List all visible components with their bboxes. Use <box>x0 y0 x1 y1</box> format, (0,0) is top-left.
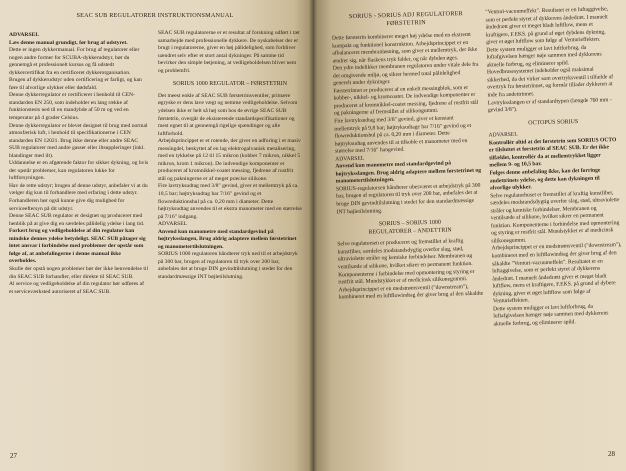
paragraph: ADVARSEL <box>488 131 518 139</box>
paragraph: SORIUS 1000 regulatoren håndterer tryk ned til et arbejdstryk på 300 bar, brugen af regulatoren til tryk over 200 bar, anbefales det at bruge DIN gevindtilslutning i stedet for den standardmæssige INT bøjletilslutning. <box>158 251 298 280</box>
paragraph: Brugen af dykkerudstyr uden certificering er farligt, og kan føre til alvorlige ulykker eller dødsfald. <box>9 77 142 91</box>
section-body <box>158 93 302 282</box>
paragraph: Lavtryksslangen er af standardtypen (længde 760 mm - gevind 3/8"). <box>487 96 612 114</box>
paragraph: Uddannelse er en afgørende faktor for sikker dykning, og hvis der opstår problemer, kan regulatoren lukke for luftforsyningen. <box>9 160 149 182</box>
paragraph: ADVARSEL <box>158 221 188 228</box>
intro-text <box>158 30 302 75</box>
paragraph: "Venturi-vacuumeffekt". Resultatet er en luftaggivelse, som er perfekt styret af dykkerens åndedræt. I manuelt åndedrætt giver et meget bladt luftflow, mens et kraftigere, F.EKS. på grund af øget dybdens dykning, giver et øget luftflow som følge af Venturieffekten. <box>485 6 609 46</box>
book-gutter <box>309 0 317 471</box>
header-line-1: SORIUS - SORIUS ADJ REGULATORER <box>348 10 464 21</box>
paragraph: Anvend kun manometre med standardgevind på højtryksslangen. Brug aldrig adaptere mellem førstetrinet og manometertilslutningen. <box>335 160 482 185</box>
section-heading: SORIUS 1000 REGULATOR – FØRSTETRIN <box>172 81 288 88</box>
heading-line-2: REGULATORER – ANDETTRIN <box>368 227 452 236</box>
paragraph: Al service og vedligeholdelse af din regulator bør udføres af et serviceværksted autoriseret af SEAC SUB. <box>9 281 144 295</box>
paragraph: Følges denne anbefaling ikke, kan det forringe andettrinets ydelse, og dette kan dykningen til alvorlige ulykker. <box>489 167 601 192</box>
paragraph: Dette er ingen dykkermanual. For brug af regulatorer eller nogen andre former for SCUBA-dykkerudstyr, bør du gennemgå et professionelt kursus og få udstedt dykkercertifikat fra en certificeret dykkerorganisation. <box>9 47 140 76</box>
header-line-2: FØRSTETRIN <box>386 18 426 27</box>
section-body <box>337 238 485 302</box>
section-heading: OCTOPUS SORIUS <box>528 118 579 127</box>
paragraph: Kontrollér altid at det førstetrin som SORIUS OCTO er tilsluttet et førstetrin af SEAC SUB. Er det ikke tilfældet, kontrollér da at mellemtrykket ligger mellem 9- og 10,5 bar. <box>488 136 617 169</box>
paragraph: Den ydre indelikker membranen regulatoren under vitale dele fra det omgivende miljø, og sikrer hermed total pålidelighed generelt under dykninger. <box>332 61 479 87</box>
left-column-2 <box>158 30 302 282</box>
paragraph: Arbejdsprincippet er et rotende, der giver en adforing i et masiv messingdel, beskyttet af en lag elektrogalvanisk metalisering, med en tykkelse på 12 til 15 mikron (kobber 7 mikron, nikkel 5 mikron, krom 1 mikron). De indvendige komponenter er produceret af kromnikkel-coatet messing, fjedrene af rustfrit stål og pakningerne er af meget præcise silikone. <box>158 138 301 182</box>
paragraph: Skulle der opstå nogen problemer bør der ikke henvendelse til din SEAC SUB forhandler, eller direkte til SEAC SUB. <box>9 265 149 280</box>
section-body <box>332 32 483 217</box>
section-body <box>489 129 624 329</box>
paragraph: Anvend kun manometre med standardgevind på højtryksslangen, Brug aldrig adaptere mellem førstetrinet og manometertilslutningen. <box>158 228 297 250</box>
paragraph: Dette system muligger et lavt luftforbrug, da luftafgivelsen hænger nøje sammen med dykkerens aktuelle forbrug, og eliminerer spild. <box>486 44 602 69</box>
right-column-1 <box>332 32 485 302</box>
paragraph: Dette førstetrin kombinerer meget høj ydelse med en ekstremt kompakt og funktionel konstruktion. Arbejdsprincippet er en afbalanceret membranløsning, som giver et mellemtryk, der ikke ændrer sig, når flaskens tryk falder, og når dybden øges. <box>331 31 478 65</box>
paragraph: Læs denne manual grundigt, før brug af udstyret. <box>9 39 128 46</box>
paragraph: Selve regulatorhuset er fremstillet af kraftig kunstfiber, særdeles modstandsdygtig overfor slag, stød, ultraviolette stråler og kemiske forbindelser. Membranen og ventilsæde af silikone, hvilket sikrer en permanent funktion. Komponenterne i forbindelse med opmontering og styring er rustfrit stål. Mundstykket er af medicinsk silikonegummi. <box>490 189 620 245</box>
page-header <box>333 10 478 29</box>
right-page <box>313 0 626 471</box>
paragraph: Dette system muligger et lavt luftforbrug, da luftafgivelsen hænger nøje sammen med dykkerens aktuelle forbrug, og eliminerer spild. <box>493 303 609 328</box>
paragraph: ADVARSEL <box>9 32 40 38</box>
page-number: 27 <box>10 452 17 460</box>
paragraph: Denne dykkerregulator er blevet designet til brug med normal atmosfærisk luft, i henhold til specifikationerne i CEN standarden EN 12021. Brug ikke denne eller andre SEAC SUB regulatorer med andre gasser eller iltsuppleringer (inkl. blandinger med ilt). <box>9 122 148 159</box>
paragraph: ADVARSEL <box>335 155 365 163</box>
paragraph: Hav de rette udstyr; brugen af denne udstyr, anbefaler vi at du vælger dig kun til forhandlere med erfaring i dette udstyr. Forhandleren bør også kunne give dig mulighed for serviceeftersyn på dit udstyr. <box>9 182 148 212</box>
paragraph: Selve regulatorsen er produceret og fremstillet af kraftig kunstfiber, særdeles modstandsdygtig overfor slag, stød, ultraviolette stråler og kemiske forbindelser. Membranen og ventilsæde af silikone, hvilket sikrer en permanent funktion. Komponenterne i forbindelse med opmontering og styring er rustfrit stål. Mundstykket er af medicinsk silikonegummi. <box>337 238 475 286</box>
right-page-content <box>313 0 626 471</box>
paragraph: Arbejdsprincippet er en medstrømsventil ("downstream"), kombineret med en luftflowindtag der giver brug af den såkaldte <box>338 283 484 301</box>
paragraph: Forkert brug og vedligeholdelse af din regulator kan mindske dennes ydelse betydeligt. SEAC SUB påtager sig intet ansvar i forbindelse med problemer der opstår som følge af, at anbefalingerne i denne manual ikke overholdes. <box>9 228 146 265</box>
section-heading <box>337 219 483 238</box>
paragraph: Arbejdsprincippet er en medstrømsventil ("downstream"), kombineret med en luftflowindtag der giver brug af den såkaldte "Venturi-vacuumeffekt". Resultatet er en luftaggivelse, som er perfekt styret af dykkerens åndedræt. I manuelt åndedrætt giver et meget bladt luftflow, mens et kraftigere, F.EKS. på grund af dybere dykning, giver et øget luftflow som følge af Venturieffekten. <box>491 242 622 305</box>
paragraph: Det meest enkle af SEAC SUB førstetrinsventiler, primære øgryske er dens lave vægt og nemme vedligeholdelse. Selvom ydelsen ikke er helt så høj som hos de øvrige SEAC SUB førstetrin, overgår de eksisterende standardspecifikationer og mest egnet til at gennemgå rigelige spændinger og alle luftforhold. <box>158 92 298 137</box>
paragraph: Fire lavtryksudtag med 3/8" gevind, giver et mellemtryk på ca. 10,5 bar; højtryksudtag har 7/16" gevind og et flowreduktionshul på ca. 0,20 mm i diameter. Dette højtryksudtag anvendes til et ekstra manometer med en størrelse på 7/16" indgang. <box>158 183 302 220</box>
heading-line-1: SORIUS – SORIUS 1000 <box>378 219 442 228</box>
paragraph: Hovedbrusesystemet indeholder også maksimal sikkerhed, da det virker som overtryksventil i tilfælde af overtryk fra førstetrinnet, og formår tillader dykkeren at inde fra andettrinnet. <box>486 67 614 99</box>
paragraph: Denne dykkerregulator er certificeret i henhold til CEN-standarden EN 250, som indeholder en lang række af funktionstests ned til en mandybde af 50 m og ved en temperatur på 4 grader Celsius. <box>9 92 135 122</box>
page-header: SEAC SUB REGULATORER INSTRUKTIONSMANUAL <box>76 12 234 19</box>
paragraph: Fire lavtryksudtag med 3/8" gevind, giver et konstant mellemtryk på 9,8 bar; højtryksudtage har 7/16" gevind og et flowreduktionshul på ca. 0,20 mm i diameter. Dette højtryksudtag anvendes til at tilkoble et manometer med en størrelse med 7/16" hangevind. <box>334 115 472 155</box>
paragraph: Denne SEAC SUB regulator er designet og produceret med henblik på at give dig en særdeles pålidelig ydelse i lang tid. <box>9 213 145 227</box>
paragraph: SEAC SUB regulatorerne er et resultat af forskning udført i tæt samarbejde med professionelle dykkere. De nyskabelser der er brugt i regulatorerne, giver en høj pålidelighed, som forbliver uændret selv efter et stort antal dykninger. På samme tid bevirker den simple betjening, at vedligeholdelsen bliver nem og problemfri. <box>158 30 300 74</box>
right-column-2 <box>485 6 623 329</box>
section-body <box>485 6 618 115</box>
paragraph: Førstetrinnet er produceret af en enkelt messingblok, som er kobber-, nikkel- og kromcoatet. De indvendige komponenter er produceret af kromnikkel-coatet messing, fjedrene af rustfrit stål og pakningerne af fremstillet af silikongummi. <box>333 84 479 117</box>
left-column-1 <box>9 32 149 296</box>
paragraph: SORIUS-regulatorsen håndterer ubesværet et arbejdstryk på 300 bar, brugen af regulatoren til tryk over 200 bar, anbefales det at bruge DIN gevindtilslutning i stedet for den standardmæssige INT bøjletilslutning. <box>335 182 481 216</box>
page-number: 28 <box>608 450 615 458</box>
